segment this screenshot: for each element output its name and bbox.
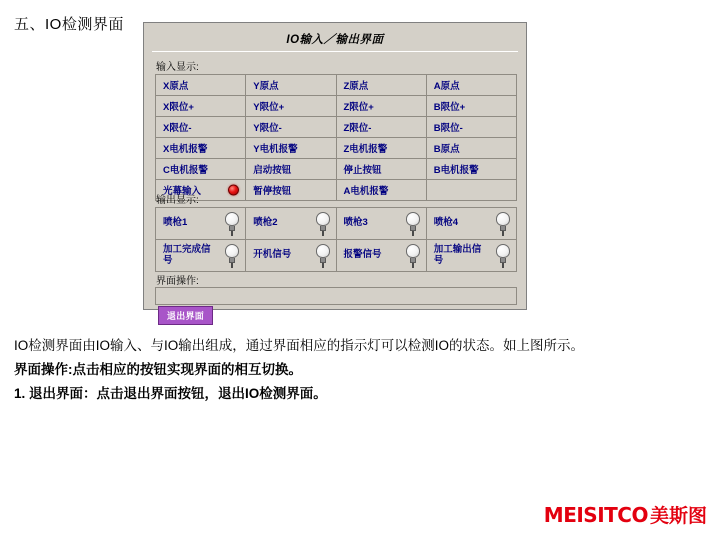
io-input-cell[interactable] bbox=[156, 75, 246, 96]
panel-divider bbox=[152, 51, 518, 52]
io-input-label: 启动按钮 bbox=[253, 165, 292, 176]
bulb-icon bbox=[495, 244, 511, 268]
io-input-cell[interactable] bbox=[156, 117, 246, 138]
bulb-icon bbox=[224, 212, 240, 236]
bulb-icon bbox=[224, 244, 240, 268]
io-output-label: 喷枪1 bbox=[163, 217, 188, 229]
io-input-cell[interactable] bbox=[427, 180, 517, 201]
body-paragraph-1: IO检测界面由IO输入、与IO输出组成，通过界面相应的指示灯可以检测IO的状态。如上图所示。 bbox=[14, 338, 585, 353]
io-output-cell[interactable] bbox=[337, 208, 427, 240]
io-input-cell[interactable] bbox=[156, 159, 246, 180]
bulb-icon bbox=[405, 212, 421, 236]
logo-latin-text: MEISITCO bbox=[543, 503, 648, 527]
io-input-label: X限位- bbox=[163, 123, 192, 134]
io-output-label: 加工完成信号 bbox=[163, 243, 211, 266]
io-input-label: 暂停按钮 bbox=[253, 186, 292, 197]
io-input-label: Y电机报警 bbox=[253, 144, 298, 155]
io-input-grid bbox=[155, 74, 517, 201]
status-lamp-icon bbox=[228, 185, 239, 196]
io-input-label: Y原点 bbox=[253, 81, 279, 92]
io-output-cell[interactable] bbox=[337, 240, 427, 272]
io-input-cell[interactable] bbox=[427, 138, 517, 159]
bulb-icon bbox=[315, 244, 331, 268]
io-input-label: B电机报警 bbox=[433, 165, 479, 176]
operations-group-label: 界面操作: bbox=[156, 276, 199, 287]
bulb-icon bbox=[315, 212, 331, 236]
io-input-label: 停止按钮 bbox=[343, 165, 382, 176]
io-input-cell[interactable] bbox=[246, 180, 336, 201]
io-input-cell[interactable] bbox=[156, 96, 246, 117]
io-input-label: Y限位- bbox=[253, 123, 282, 134]
io-input-cell[interactable] bbox=[337, 75, 427, 96]
io-input-label: X原点 bbox=[163, 81, 189, 92]
body-paragraph-2: 界面操作:点击相应的按钮实现界面的相互切换。 bbox=[14, 362, 302, 377]
io-input-cell[interactable] bbox=[246, 138, 336, 159]
io-input-label: B限位- bbox=[433, 123, 463, 134]
io-input-cell[interactable] bbox=[337, 138, 427, 159]
io-input-label: B限位+ bbox=[433, 102, 466, 113]
io-input-label: Z电机报警 bbox=[343, 144, 388, 155]
io-output-label: 喷枪2 bbox=[253, 217, 278, 229]
io-input-label: Z原点 bbox=[343, 81, 369, 92]
io-output-label: 喷枪4 bbox=[433, 217, 459, 229]
io-output-label: 报警信号 bbox=[343, 249, 382, 261]
io-input-cell[interactable] bbox=[427, 159, 517, 180]
io-input-cell[interactable] bbox=[427, 75, 517, 96]
io-input-label: X电机报警 bbox=[163, 144, 208, 155]
logo-chinese-text: 美斯图 bbox=[649, 506, 707, 527]
io-input-cell[interactable] bbox=[337, 180, 427, 201]
io-output-cell[interactable] bbox=[246, 240, 336, 272]
io-output-cell[interactable] bbox=[156, 208, 246, 240]
footer-logo bbox=[544, 501, 707, 528]
body-paragraph-3: 1. 退出界面：点击退出界面按钮，退出IO检测界面。 bbox=[14, 386, 327, 401]
input-group-label: 输入显示: bbox=[156, 62, 199, 73]
page-title: 五、IO检测界面 bbox=[14, 16, 124, 33]
io-input-label: Z限位+ bbox=[343, 102, 374, 113]
bulb-icon bbox=[495, 212, 511, 236]
io-input-cell[interactable] bbox=[246, 96, 336, 117]
io-input-cell[interactable] bbox=[337, 159, 427, 180]
output-group-label: 输出显示: bbox=[156, 195, 199, 206]
io-input-label: 光幕输入 bbox=[163, 186, 202, 197]
io-output-cell[interactable] bbox=[156, 240, 246, 272]
io-output-label: 加工输出信号 bbox=[433, 243, 482, 266]
io-input-label: Z限位- bbox=[343, 123, 372, 134]
bulb-icon bbox=[405, 244, 421, 268]
io-output-label: 喷枪3 bbox=[343, 217, 368, 229]
io-input-cell[interactable] bbox=[337, 96, 427, 117]
io-input-label: C电机报警 bbox=[163, 165, 208, 176]
io-output-cell[interactable] bbox=[427, 240, 517, 272]
io-input-label: A电机报警 bbox=[343, 186, 389, 197]
io-input-label: B原点 bbox=[433, 144, 460, 155]
io-input-label: A原点 bbox=[433, 81, 460, 92]
io-input-label: Y限位+ bbox=[253, 102, 285, 113]
io-input-cell[interactable] bbox=[246, 117, 336, 138]
io-input-cell[interactable] bbox=[246, 75, 336, 96]
operations-box bbox=[155, 287, 517, 305]
io-input-cell[interactable] bbox=[337, 117, 427, 138]
io-output-grid bbox=[155, 207, 517, 272]
io-output-cell[interactable] bbox=[427, 208, 517, 240]
io-input-cell[interactable] bbox=[156, 138, 246, 159]
exit-screen-button[interactable]: 退出界面 bbox=[158, 306, 213, 325]
panel-title: IO输入／输出界面 bbox=[286, 34, 384, 46]
io-input-label: X限位+ bbox=[163, 102, 194, 113]
io-input-cell[interactable] bbox=[427, 96, 517, 117]
io-output-label: 开机信号 bbox=[253, 249, 292, 261]
io-input-cell[interactable] bbox=[427, 117, 517, 138]
io-input-cell[interactable] bbox=[246, 159, 336, 180]
io-output-cell[interactable] bbox=[246, 208, 336, 240]
io-screenshot-panel bbox=[143, 22, 527, 321]
